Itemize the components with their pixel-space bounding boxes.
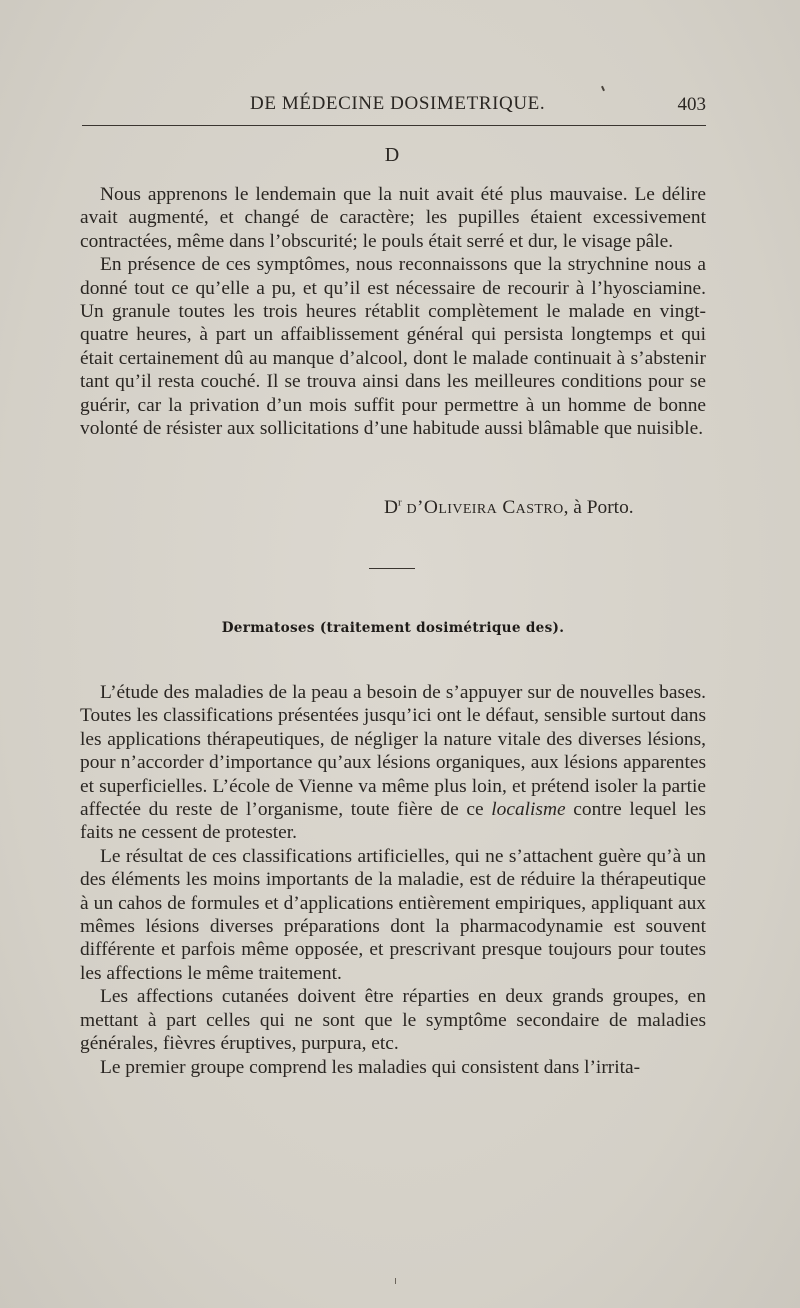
signature-location: , à Porto. xyxy=(563,497,634,518)
header-rule xyxy=(82,125,706,126)
print-mark xyxy=(395,1278,396,1284)
section-separator xyxy=(369,568,415,569)
signature-title-sup: r xyxy=(398,496,402,509)
paragraph-text: L’étude des maladies de la peau a besoin de s’appuyer sur de nouvelles bases. Toutes les classifications présentées jusqu’ici ont le défaut, sensible surtout dans les applications thérapeutiques, de négliger la nature vitale des diverses lésions, pour n’accorder d’importance qu’aux lésions organiques, aux lésions apparentes et superficielles. L’école de Vienne va même plus loin, et prétend isoler la partie affectée du reste de l’organisme, toute fière de ce xyxy=(80,682,706,821)
case-report-text xyxy=(80,183,706,440)
signature-title: D xyxy=(384,497,399,518)
signature-author: d’Oliveira Castro xyxy=(406,497,564,518)
paragraph: Nous apprenons le lendemain que la nuit avait été plus mauvaise. Le délire avait augmenté, et changé de caractère; les pupilles étaient excessivement contractées, même dans l’obscurité; le pouls était serré et dur, le visage pâle. xyxy=(80,184,706,252)
page-header xyxy=(80,93,706,123)
running-head: DE MÉDECINE DOSIMETRIQUE. xyxy=(250,93,546,114)
paragraph: Le résultat de ces classifications artificielles, qui ne s’attachent guère qu’à un des éléments les moins importants de la maladie, est de réduire la thérapeutique à un cahos de formules et d’applications entièrement empiriques, appliquant aux mêmes lésions diverses préparations dont la pharmacodynamie est souvent différente et parfois même opposée, et prescrivant presque toujours pour toutes les affections le même traitement. xyxy=(80,845,706,984)
paragraph xyxy=(80,681,706,845)
article-title: Dermatoses (traitement dosimétrique des). xyxy=(221,620,565,636)
signature xyxy=(384,497,634,519)
article-text xyxy=(80,681,706,1079)
page-number: 403 xyxy=(677,94,706,115)
paragraph: Les affections cutanées doivent être réparties en deux grands groupes, en mettant à part celles qui ne sont que le symptôme secondaire de maladies générales, fièvres éruptives, purpura, etc. xyxy=(80,986,706,1055)
print-mark xyxy=(601,86,605,91)
paragraph: Le premier groupe comprend les maladies qui consistent dans l’irrita- xyxy=(100,1056,641,1078)
italic-term: localisme xyxy=(491,799,566,821)
paragraph-text-end: contre lequel les faits ne cessent de protester. xyxy=(80,799,706,844)
paragraph: En présence de ces symptômes, nous reconnaissons que la strychnine nous a donné tout ce qu’elle a pu, et qu’il est nécessaire de recourir à l’hyosciamine. Un granule toutes les trois heures rétablit complètement le malade en vingt-quatre heures, à part un affaiblissement général qui persista longtemps et qui était certainement dû au manque d’alcool, dont le malade continuait à s’abstenir tant qu’il resta couché. Il se trouva ainsi dans les meilleures conditions pour se guérir, car la privation d’un mois suffit pour permettre à un homme de bonne volonté de résister aux sollicitations d’une habitude aussi blâmable que nuisible. xyxy=(80,254,706,440)
section-letter: D xyxy=(384,144,400,166)
